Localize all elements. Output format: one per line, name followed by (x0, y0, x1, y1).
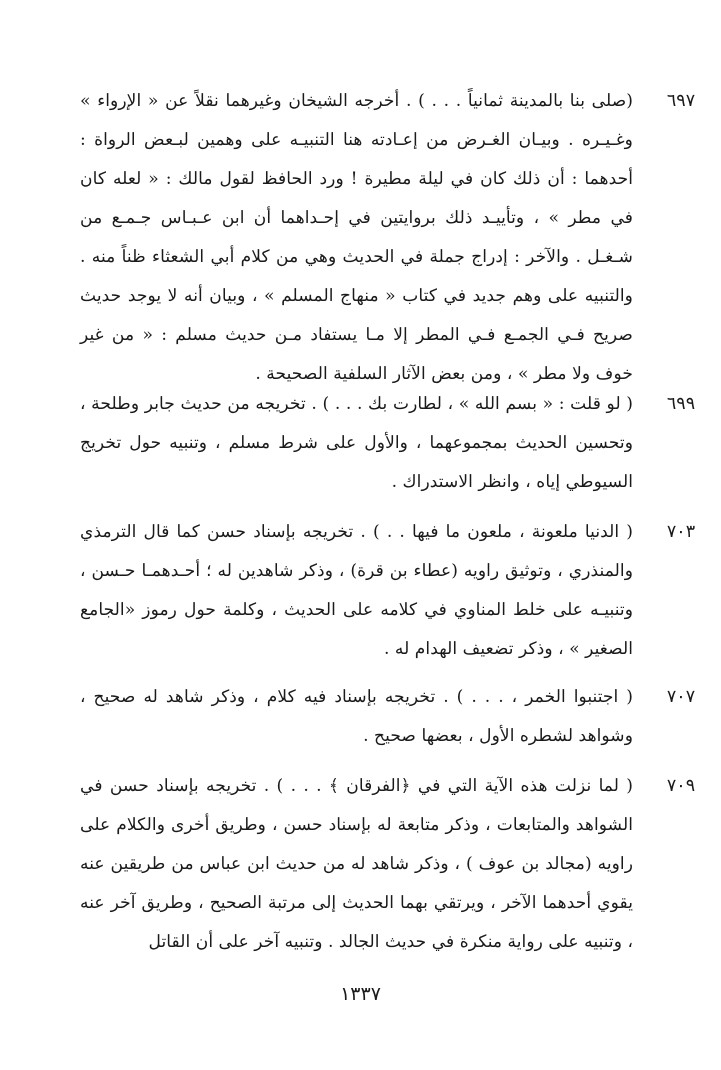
entry-number: ٧٠٩ (666, 776, 696, 796)
entry-699 (80, 385, 696, 502)
entry-text: (صلى بنا بالمدينة ثمانياً . . . ) . أخرجه الشيخان وغيرهما نقلاً عن « الإرواء » وغـيـره . وبيـان الغـرض من إعـادته هنا التنبيـه على وهمين لبـعض الرواة : أحدهما : أن ذلك كان في ليلة مطيرة ! ورد الحافظ لقول مالك : « لعله كان في مطر » ، وتأييـد ذلك بروايتين في إحـداهما أن ابن عـبـاس جـمـع من شـغـل . والآخر : إدراج جملة في الحديث وهي من كلام أبي الشعثاء ظناً منه . والتنبيه على وهم جديد في كتاب « منهاج المسلم » ، وبيان أنه لا يوجد حديث صريح فـي الجمـع فـي المطر إلا مـا يستفاد مـن حديث مسلم : « من غير خوف ولا مطر » ، ومن بعض الآثار السلفية الصحيحة . (80, 91, 633, 384)
entry-number: ٦٩٧ (666, 91, 696, 111)
entry-703 (80, 513, 696, 669)
entry-text: ( اجتنبوا الخمر ، . . . ) . تخريجه بإسناد فيه كلام ، وذكر شاهد له صحيح ، وشواهد لشطره الأول ، بعضها صحيح . (80, 687, 633, 746)
entry-697 (80, 82, 696, 394)
entry-709 (80, 767, 696, 962)
entry-707 (80, 678, 696, 756)
entry-text: ( الدنيا ملعونة ، ملعون ما فيها . . ) . تخريجه بإسناد حسن كما قال الترمذي والمنذري ، وتوثيق راويه (عطاء بن قرة) ، وذكر شاهدين له ؛ أحـدهمـا حـسن ، وتنبيـه على خلط المناوي في كلامه على الحديث ، وكلمة حول رموز «الجامع الصغير » ، وذكر تضعيف الهدام له . (80, 522, 633, 659)
entry-text: ( لما نزلت هذه الآية التي في ﴿الفرقان ﴾ . . . ) . تخريجه بإسناد حسن في الشواهد والمتابعات ، وذكر متابعة له بإسناد حسن ، وطريق أخرى والكلام على راويه (مجالد بن عوف ) ، وذكر شاهد له من حديث ابن عباس من طريقين عنه يقوي أحدهما الآخر ، ويرتقي بهما الحديث إلى مرتبة الصحيح ، وطريق آخر عنه ، وتنبيه على رواية منكرة في حديث الجالد . وتنبيه آخر على أن القاتل (80, 776, 633, 952)
entry-number: ٧٠٧ (666, 687, 696, 707)
page-number: ١٣٣٧ (340, 983, 381, 1005)
entry-number: ٧٠٣ (666, 522, 696, 542)
entry-text: ( لو قلت : « بسم الله » ، لطارت بك . . . ) . تخريجه من حديث جابر وطلحة ، وتحسين الحديث بمجموعهما ، والأول على شرط مسلم ، وتنبيه حول تخريج السيوطي إياه ، وانظر الاستدراك . (80, 394, 633, 492)
entry-number: ٦٩٩ (666, 394, 696, 414)
